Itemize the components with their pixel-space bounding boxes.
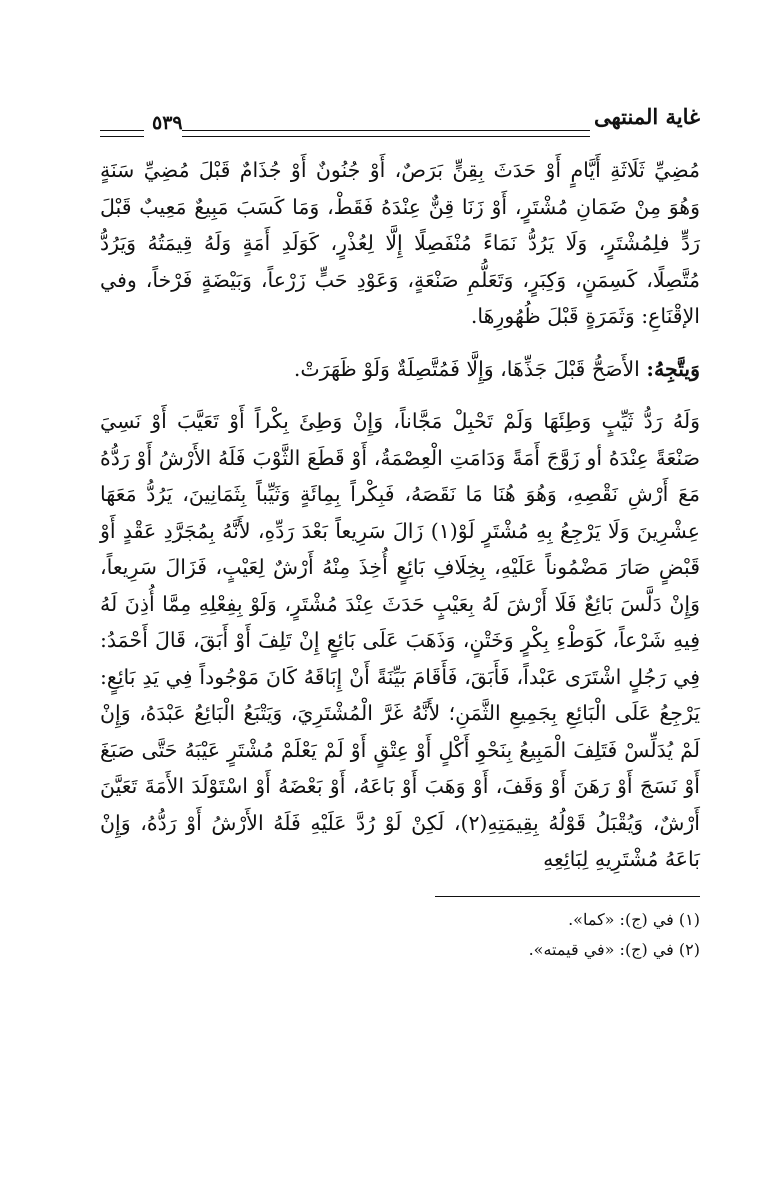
footnote-2: (٢) في (ج): «في قيمته». xyxy=(528,939,700,959)
document-page xyxy=(100,96,700,1156)
paragraph-2-lead: وَيتَّجِهُ: xyxy=(646,356,700,381)
paragraph-2-text: الأَصَحُّ قَبْلَ جَذِّهَا، وَإِلَّا فَمُتَّصِلَةٌ وَلَوْ ظَهَرَتْ. xyxy=(293,356,640,381)
header-rule-right xyxy=(182,130,590,137)
paragraph-3 xyxy=(100,403,700,878)
footnotes xyxy=(100,905,700,965)
paragraph-2 xyxy=(100,351,700,388)
footnote-divider xyxy=(435,896,700,897)
page-header xyxy=(100,96,700,140)
book-title: غاية المنتهى xyxy=(593,104,700,129)
paragraph-1 xyxy=(100,152,700,335)
paragraph-3-text: وَلَهُ رَدُّ ثَيِّبٍ وَطِئَهَا وَلَمْ تَحْبِلْ مَجَّاناً، وَإِنْ وَطِئَ بِكْراً أَوْ تَعَيَّبَ أَوْ نَسِيَ صَنْعَةً عِنْدَهُ أو زَوَّجَ أَمَةً وَدَامَتِ الْعِصْمَةُ، أَوْ قَطَعَ الثَّوْبَ فَلَهُ الأَرْشُ أَوْ رَدُّهُ مَعَ أَرْشِ نَقْصِهِ، وَهُوَ هُنَا مَا نَقَصَهُ، فَبِكْراً بِمِائَةٍ وَثَيِّباً بِثَمَانِينَ، يَرُدُّ مَعَهَا عِشْرِينَ وَلَا يَرْجِعُ بِهِ مُشْتَرٍ لَوْ(١) زَالَ سَرِيعاً بَعْدَ رَدِّهِ، لأَنَّهُ بِمُجَرَّدِ عَقْدٍ أَوْ قَبْضٍ صَارَ مَضْمُوناً عَلَيْهِ، بِخِلَافِ بَائِعٍ أُخِذَ مِنْهُ أَرْشٌ لِعَيْبٍ، فَزَالَ سَرِيعاً، وَإِنْ دَلَّسَ بَائِعٌ فَلَا أَرْشَ لَهُ بِعَيْبٍ حَدَثَ عِنْدَ مُشْتَرٍ، وَلَوْ بِفِعْلِهِ مِمَّا أُذِنَ لَهُ فِيهِ شَرْعاً، كَوَطْءِ بِكْرٍ وَخَتْنٍ، وَذَهَبَ عَلَى بَائِعٍ إِنْ تَلِفَ أَوْ أَبَقَ، قَالَ أَحْمَدُ: فِي رَجُلٍ اشْتَرَى عَبْداً، فَأَبَقَ، فَأَقَامَ بَيِّنَةً أَنْ إِبَاقَهُ كَانَ مَوْجُوداً فِي يَدِ بَائِعٍ: يَرْجِعُ عَلَى الْبَائِعِ بِجَمِيعِ الثَّمَنِ؛ لأَنَّهُ غَرَّ الْمُشْتَرِيَ، وَيَتْبَعُ الْبَائِعُ عَبْدَهُ، وَإِنْ لَمْ يُدَلِّسْ فَتَلِفَ الْمَبِيعُ بِنَحْوِ أَكْلٍ أَوْ عِتْقٍ أَوْ لَمْ يَعْلَمْ مُشْتَرٍ عَيْبَهُ حَتَّى صَبَغَ أَوْ نَسَجَ أَوْ رَهَنَ أَوْ وَقَفَ، أَوْ وَهَبَ أَوْ بَاعَهُ، أَوْ بَعْضَهُ أَوْ اسْتَوْلَدَ الأَمَةَ تَعَيَّنَ أَرْشٌ، وَيُقْبَلُ قَوْلُهُ بِقِيمَتِهِ(٢)، لَكِنْ لَوْ رُدَّ عَلَيْهِ فَلَهُ الأَرْشُ أَوْ رَدُّهُ، وَإِنْ بَاعَهُ مُشْتَرِيهِ لِبَائِعِهِ xyxy=(100,409,700,871)
main-text xyxy=(100,152,700,878)
header-rule-left xyxy=(100,130,144,137)
footnote-1: (١) في (ج): «كما». xyxy=(568,909,700,929)
page-number: ٥٣٩ xyxy=(152,112,183,134)
paragraph-1-text: مُضِيِّ ثَلَاثَةِ أَيَّامٍ أَوْ حَدَثَ بِقِنٍّ بَرَصٌ، أَوْ جُنُونٌ أَوْ جُذَامٌ قَبْلَ مُضِيِّ سَنَةٍ وَهُوَ مِنْ ضَمَانِ مُشْتَرٍ، أَوْ زَنَا قِنٌّ عِنْدَهُ فَقَطْ، وَمَا كَسَبَ مَبِيعٌ مَعِيبٌ قَبْلَ رَدٍّ فلِمُشْتَرٍ، وَلَا يَرُدُّ نَمَاءً مُنْفَصِلًا إِلَّا لِعُذْرٍ، كَوَلَدِ أَمَةٍ وَلَهُ قِيمَتُهُ وَيَرُدُّ مُتَّصِلًا، كَسِمَنٍ، وَكِبَرٍ، وَتَعَلُّمِ صَنْعَةٍ، وَعَوْدِ حَبٍّ زَرْعاً، وَبَيْضَةٍ فَرْخاً، وفي الإقْنَاعِ: وَثَمَرَةٍ قَبْلَ ظُهُورِهَا. xyxy=(100,158,700,328)
